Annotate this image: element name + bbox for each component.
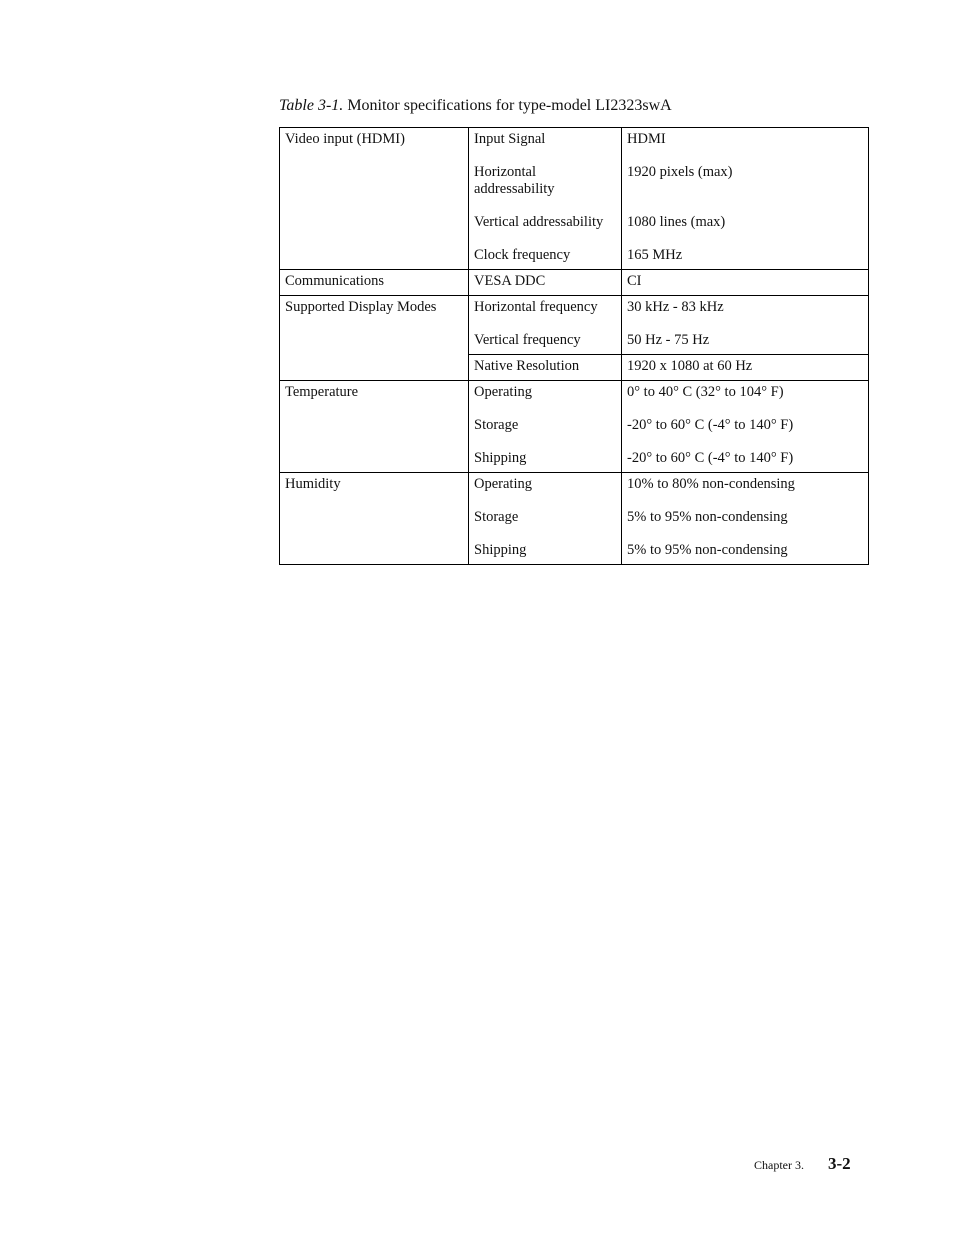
table-row bbox=[280, 473, 869, 565]
category-cell bbox=[280, 270, 469, 296]
item-name-cell bbox=[469, 473, 622, 565]
chapter-label: Chapter 3. bbox=[754, 1158, 804, 1172]
item-name: Native Resolution bbox=[474, 358, 580, 374]
item-value: 165 MHz bbox=[627, 247, 683, 263]
item-name: Storage bbox=[474, 417, 519, 433]
item-name: VESA DDC bbox=[474, 273, 546, 289]
item-value: CI bbox=[627, 273, 642, 289]
item-value-cell bbox=[622, 381, 869, 473]
item-name: Shipping bbox=[474, 450, 527, 466]
category-label: Video input (HDMI) bbox=[285, 131, 405, 147]
item-value-cell bbox=[622, 473, 869, 565]
spec-table bbox=[279, 127, 869, 565]
item-name: Horizontal frequency bbox=[474, 299, 598, 315]
item-name: Input Signal bbox=[474, 131, 546, 147]
page-number: 3-2 bbox=[828, 1154, 851, 1173]
item-value: 1080 lines (max) bbox=[627, 214, 726, 230]
table-caption-label: Table 3-1. bbox=[279, 97, 344, 114]
item-value-cell bbox=[622, 128, 869, 270]
table-caption bbox=[279, 97, 672, 115]
table-row bbox=[280, 296, 869, 355]
item-name: Operating bbox=[474, 476, 532, 492]
category-cell bbox=[280, 296, 469, 381]
item-value: 5% to 95% non-condensing bbox=[627, 542, 788, 558]
item-value-cell bbox=[622, 355, 869, 381]
item-name: Vertical addressability bbox=[474, 214, 604, 230]
item-name: Horizontal addressability bbox=[474, 164, 555, 197]
item-name-cell bbox=[469, 296, 622, 355]
item-name: Clock frequency bbox=[474, 247, 571, 263]
item-value: -20° to 60° C (-4° to 140° F) bbox=[627, 450, 794, 466]
category-label: Supported Display Modes bbox=[285, 299, 437, 315]
item-value: -20° to 60° C (-4° to 140° F) bbox=[627, 417, 794, 433]
category-label: Temperature bbox=[285, 384, 359, 400]
item-value: HDMI bbox=[627, 131, 666, 147]
item-value: 30 kHz - 83 kHz bbox=[627, 299, 724, 315]
table-row bbox=[280, 381, 869, 473]
table-caption-text: Monitor specifications for type-model LI2323swA bbox=[343, 97, 672, 114]
item-name: Shipping bbox=[474, 542, 527, 558]
item-name: Operating bbox=[474, 384, 532, 400]
item-value: 1920 x 1080 at 60 Hz bbox=[627, 358, 753, 374]
item-value: 10% to 80% non-condensing bbox=[627, 476, 795, 492]
item-value-cell bbox=[622, 270, 869, 296]
category-cell bbox=[280, 381, 469, 473]
item-value: 50 Hz - 75 Hz bbox=[627, 332, 710, 348]
item-name-cell bbox=[469, 128, 622, 270]
item-value: 1920 pixels (max) bbox=[627, 164, 733, 180]
category-cell bbox=[280, 128, 469, 270]
category-cell bbox=[280, 473, 469, 565]
table-row bbox=[280, 128, 869, 270]
item-name: Storage bbox=[474, 509, 519, 525]
item-value: 0° to 40° C (32° to 104° F) bbox=[627, 384, 784, 400]
item-value: 5% to 95% non-condensing bbox=[627, 509, 788, 525]
item-name-cell bbox=[469, 381, 622, 473]
category-label: Humidity bbox=[285, 476, 341, 492]
category-label: Communications bbox=[285, 273, 385, 289]
item-name-cell bbox=[469, 355, 622, 381]
page-footer bbox=[754, 1154, 851, 1174]
item-name: Vertical frequency bbox=[474, 332, 581, 348]
table-row bbox=[280, 270, 869, 296]
item-value-cell bbox=[622, 296, 869, 355]
item-name-cell bbox=[469, 270, 622, 296]
